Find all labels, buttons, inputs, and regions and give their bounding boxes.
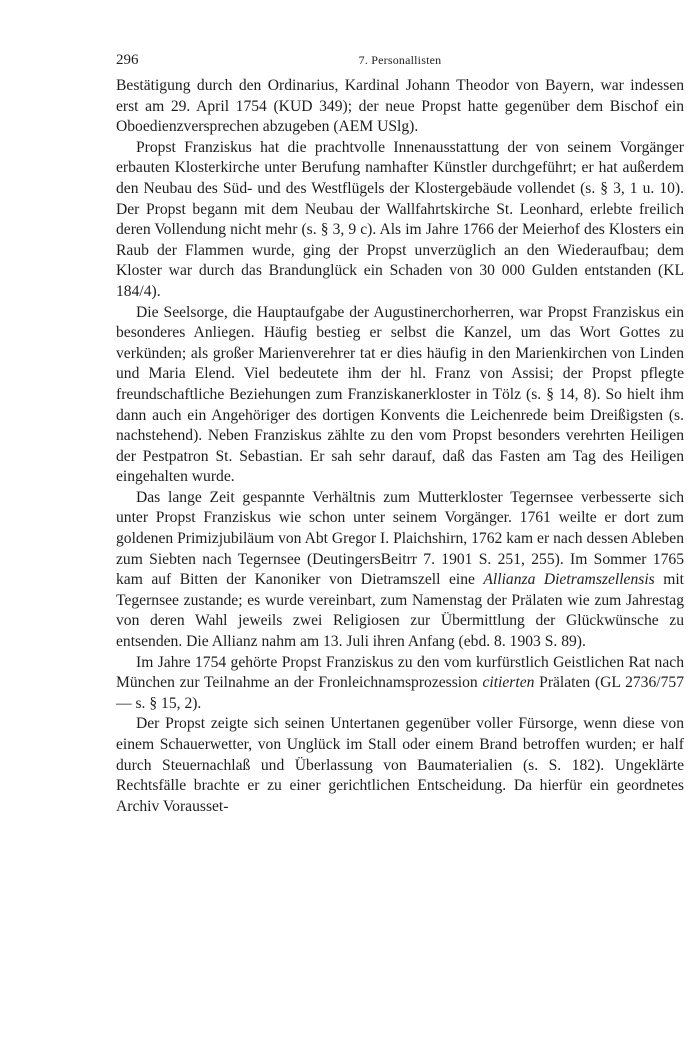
paragraph-3: Die Seelsorge, die Hauptaufgabe der Augustinerchorherren, war Propst Franziskus ein besonderes Anliegen. Häufig bestieg er selbst die Kanzel, um das Wort Gottes zu verkünden; als großer Marienverehrer tat er dies häufig in den Marienkirchen von Linden und Maria Elend. Viel bedeutete ihm der hl. Franz von Assisi; der Propst pflegte freundschaftliche Beziehungen zum Franziskanerkloster in Tölz (s. § 14, 8). So hielt ihm dann auch ein Angehöriger des dortigen Konvents die Leichenrede beim Dreißigsten (s. nachstehend). Neben Franziskus zählte zu den vom Propst besonders verehrten Heiligen der Pestpatron St. Sebastian. Er sah sehr darauf, daß das Fasten am Tag des Heiligen eingehalten wurde.	[116, 303, 684, 486]
paragraph-6: Der Propst zeigte sich seinen Untertanen gegenüber voller Fürsorge, wenn diese von einem Schauerwetter, von Unglück im Stall oder einem Brand betroffen wurden; er half durch Steuernachlaß und Überlassung von Baumaterialien (s. S. 182). Ungeklärte Rechtsfälle brachte er zu einer gerichtlichen Entscheidung. Da hierfür ein geordnetes Archiv Vorausset-	[116, 715, 684, 815]
body-text	[116, 76, 684, 817]
paragraph-4-text-end: mit Tegernsee zustande; es wurde vereinbart, zum Namenstag der Prälaten wie zum Jahrestag von deren Wahl jeweils zwei Religiosen zur Übermittlung der Glückwünsche zu entsenden. Die Allianz nahm am 13. Juli ihren Anfang (ebd. 8. 1903 S. 89).	[116, 571, 684, 651]
page-number: 296	[116, 52, 139, 68]
paragraph-4-text-start: Das lange Zeit gespannte Verhältnis zum Mutterkloster Tegernsee verbesserte sich unter Propst Franziskus wie schon unter seinem Vorgänger. 1761 weilte er dort zum goldenen Primizjubiläum von Abt Gregor I. Plaichshirn, 1762 kam er nach dessen Ableben zum Siebten nach Tegernsee (DeutingersBeitrr 7. 1901 S. 251, 255). Im Sommer 1765 kam auf Bitten der Kanoniker von Dietramszell eine	[116, 488, 684, 589]
paragraph-5-text-end: Prälaten (GL 2736/757 — s. § 15, 2).	[116, 674, 684, 712]
paragraph-2: Propst Franziskus hat die prachtvolle Innenausstattung der von seinem Vorgänger erbauten Klosterkirche unter Berufung namhafter Künstler durchgeführt; er hat außerdem den Neubau des Süd- und des Westflügels der Klostergebäude vollendet (s. § 3, 1 u. 10). Der Propst begann mit dem Neubau der Wallfahrtskirche St. Leonhard, erlebte freilich deren Vollendung nicht mehr (s. § 3, 9 c). Als im Jahre 1766 der Meierhof des Klosters ein Raub der Flammen wurde, ging der Propst unverzüglich an den Wiederaufbau; dem Kloster war durch das Brandunglück ein Schaden von 30 000 Gulden entstanden (KL 184/4).	[116, 138, 684, 300]
paragraph-4-italic-term: Allianza Dietramszellensis	[483, 571, 655, 589]
book-page	[116, 52, 684, 817]
paragraph-5	[116, 653, 684, 715]
paragraph-4	[116, 488, 684, 653]
paragraph-5-text-start: Im Jahre 1754 gehörte Propst Franziskus zu den vom kurfürstlich Geistlichen Rat nach München zur Teilnahme an der Fronleichnamsprozession	[116, 653, 684, 692]
paragraph-1: Bestätigung durch den Ordinarius, Kardinal Johann Theodor von Bayern, war indessen erst am 29. April 1754 (KUD 349); der neue Propst hatte gegenüber dem Bischof ein Oboedienzversprechen abzugeben (AEM USlg).	[116, 77, 684, 136]
running-head	[116, 52, 684, 76]
section-title: 7. Personallisten	[358, 53, 442, 67]
paragraph-5-italic-term: citierten	[482, 674, 535, 692]
